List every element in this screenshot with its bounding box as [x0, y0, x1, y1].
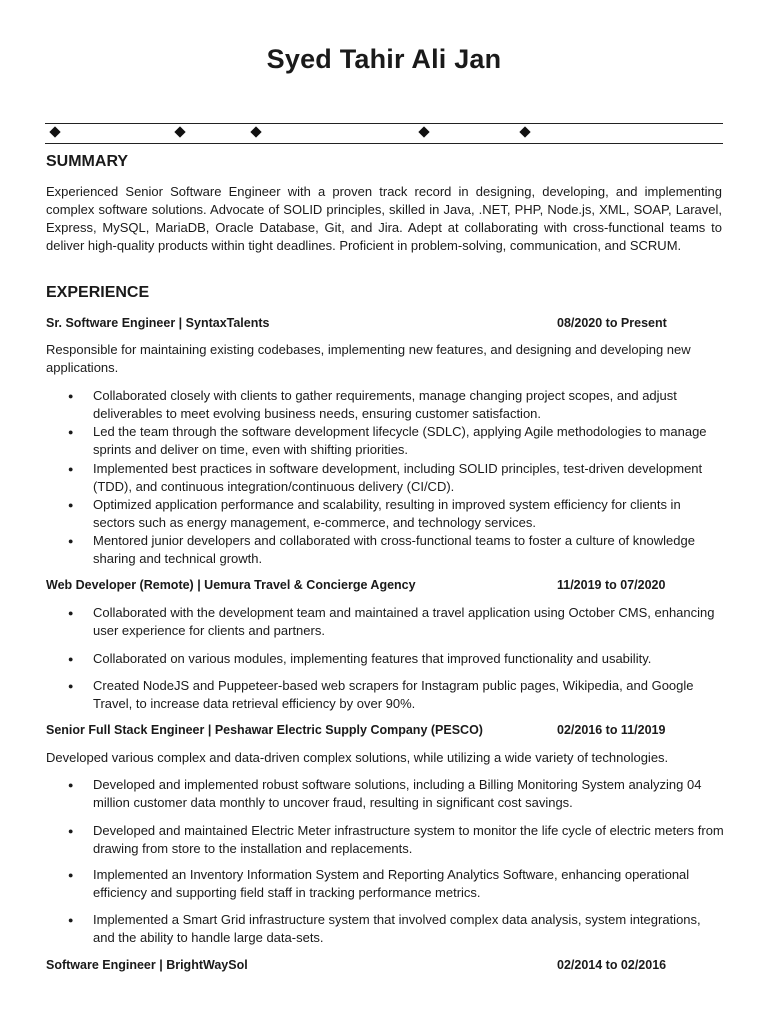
- list-item: ● Mentored junior developers and collaborated with cross-functional teams to foster a culture of knowledge sharing and technical growth.: [93, 532, 725, 568]
- diamond-icon: [250, 126, 261, 137]
- list-item: ● Implemented a Smart Grid infrastructure system that involved complex data analysis, system integrations, and the ability to handle large data-sets.: [93, 911, 725, 947]
- job-dates: 08/2020 to Present: [557, 316, 667, 330]
- candidate-name: Syed Tahir Ali Jan: [266, 44, 502, 74]
- job-description: Developed various complex and data-driven complex solutions, while utilizing a wide variety of technologies.: [46, 750, 669, 765]
- diamond-icon: [519, 126, 530, 137]
- list-item: ● Collaborated closely with clients to gather requirements, manage changing project scopes, and adjust deliverables to meet evolving business needs, ensuring customer satisfaction.: [93, 387, 725, 423]
- list-item: ● Optimized application performance and scalability, resulting in improved system efficiency for clients in sectors such as energy management, e-commerce, and technology services.: [93, 496, 725, 532]
- job-heading: [46, 316, 726, 330]
- job-title: Senior Full Stack Engineer | Peshawar Electric Supply Company (PESCO): [46, 723, 483, 737]
- summary-text: Experienced Senior Software Engineer with a proven track record in designing, developing, and implementing complex software solutions. Advocate of SOLID principles, skilled in Java, .NET, PHP, Node.js, XML, SOAP, Laravel, Express, MySQL, MariaDB, Oracle Database, Git, and Jira. Adept at collaborating with cross-functional teams to deliver high-quality products within tight deadlines. Proficient in problem-solving, communication, and SCRUM.: [46, 184, 722, 253]
- job-title: Sr. Software Engineer | SyntaxTalents: [46, 316, 270, 330]
- list-item: ● Implemented best practices in software development, including SOLID principles, test-driven development (TDD), and continuous integration/continuous delivery (CI/CD).: [93, 460, 725, 496]
- diamond-icon: [418, 126, 429, 137]
- job-title: Web Developer (Remote) | Uemura Travel & Concierge Agency: [46, 578, 416, 592]
- list-item: ● Developed and maintained Electric Meter infrastructure system to monitor the life cycle of electric meters from drawing from store to the installation and replacements.: [93, 822, 725, 858]
- job-dates: 02/2016 to 11/2019: [557, 723, 666, 737]
- job-dates: 02/2014 to 02/2016: [557, 958, 667, 972]
- list-item: ● Created NodeJS and Puppeteer-based web scrapers for Instagram public pages, Wikipedia, and Google Travel, to increase data retrieval efficiency by over 90%.: [93, 677, 725, 713]
- experience-heading: EXPERIENCE: [46, 284, 150, 301]
- list-item: ● Developed and implemented robust software solutions, including a Billing Monitoring System analyzing 04 million customer data monthly to uncover fraud, resulting in significant cost savings.: [93, 776, 725, 812]
- list-item: ● Led the team through the software development lifecycle (SDLC), applying Agile methodologies to manage sprints and deliver on time, even with shifting priorities.: [93, 423, 725, 459]
- job-heading: [46, 723, 726, 737]
- job-heading: [46, 578, 726, 592]
- job-description: Responsible for maintaining existing codebases, implementing new features, and designing and developing new applications.: [46, 342, 691, 375]
- list-item: ● Implemented an Inventory Information System and Reporting Analytics Software, enhancing operational efficiency and supporting field staff in tracking performance metrics.: [93, 866, 725, 902]
- diamond-icon: [49, 126, 60, 137]
- diamond-icon: [174, 126, 185, 137]
- job-dates: 11/2019 to 07/2020: [557, 578, 666, 592]
- job-title: Software Engineer | BrightWaySol: [46, 958, 248, 972]
- list-item: ● Collaborated on various modules, implementing features that improved functionality and usability.: [93, 650, 725, 668]
- job-heading: [46, 958, 726, 972]
- contact-bar: [45, 123, 723, 144]
- list-item: ● Collaborated with the development team and maintained a travel application using October CMS, enhancing user experience for clients and partners.: [93, 604, 725, 640]
- summary-heading: SUMMARY: [46, 153, 129, 170]
